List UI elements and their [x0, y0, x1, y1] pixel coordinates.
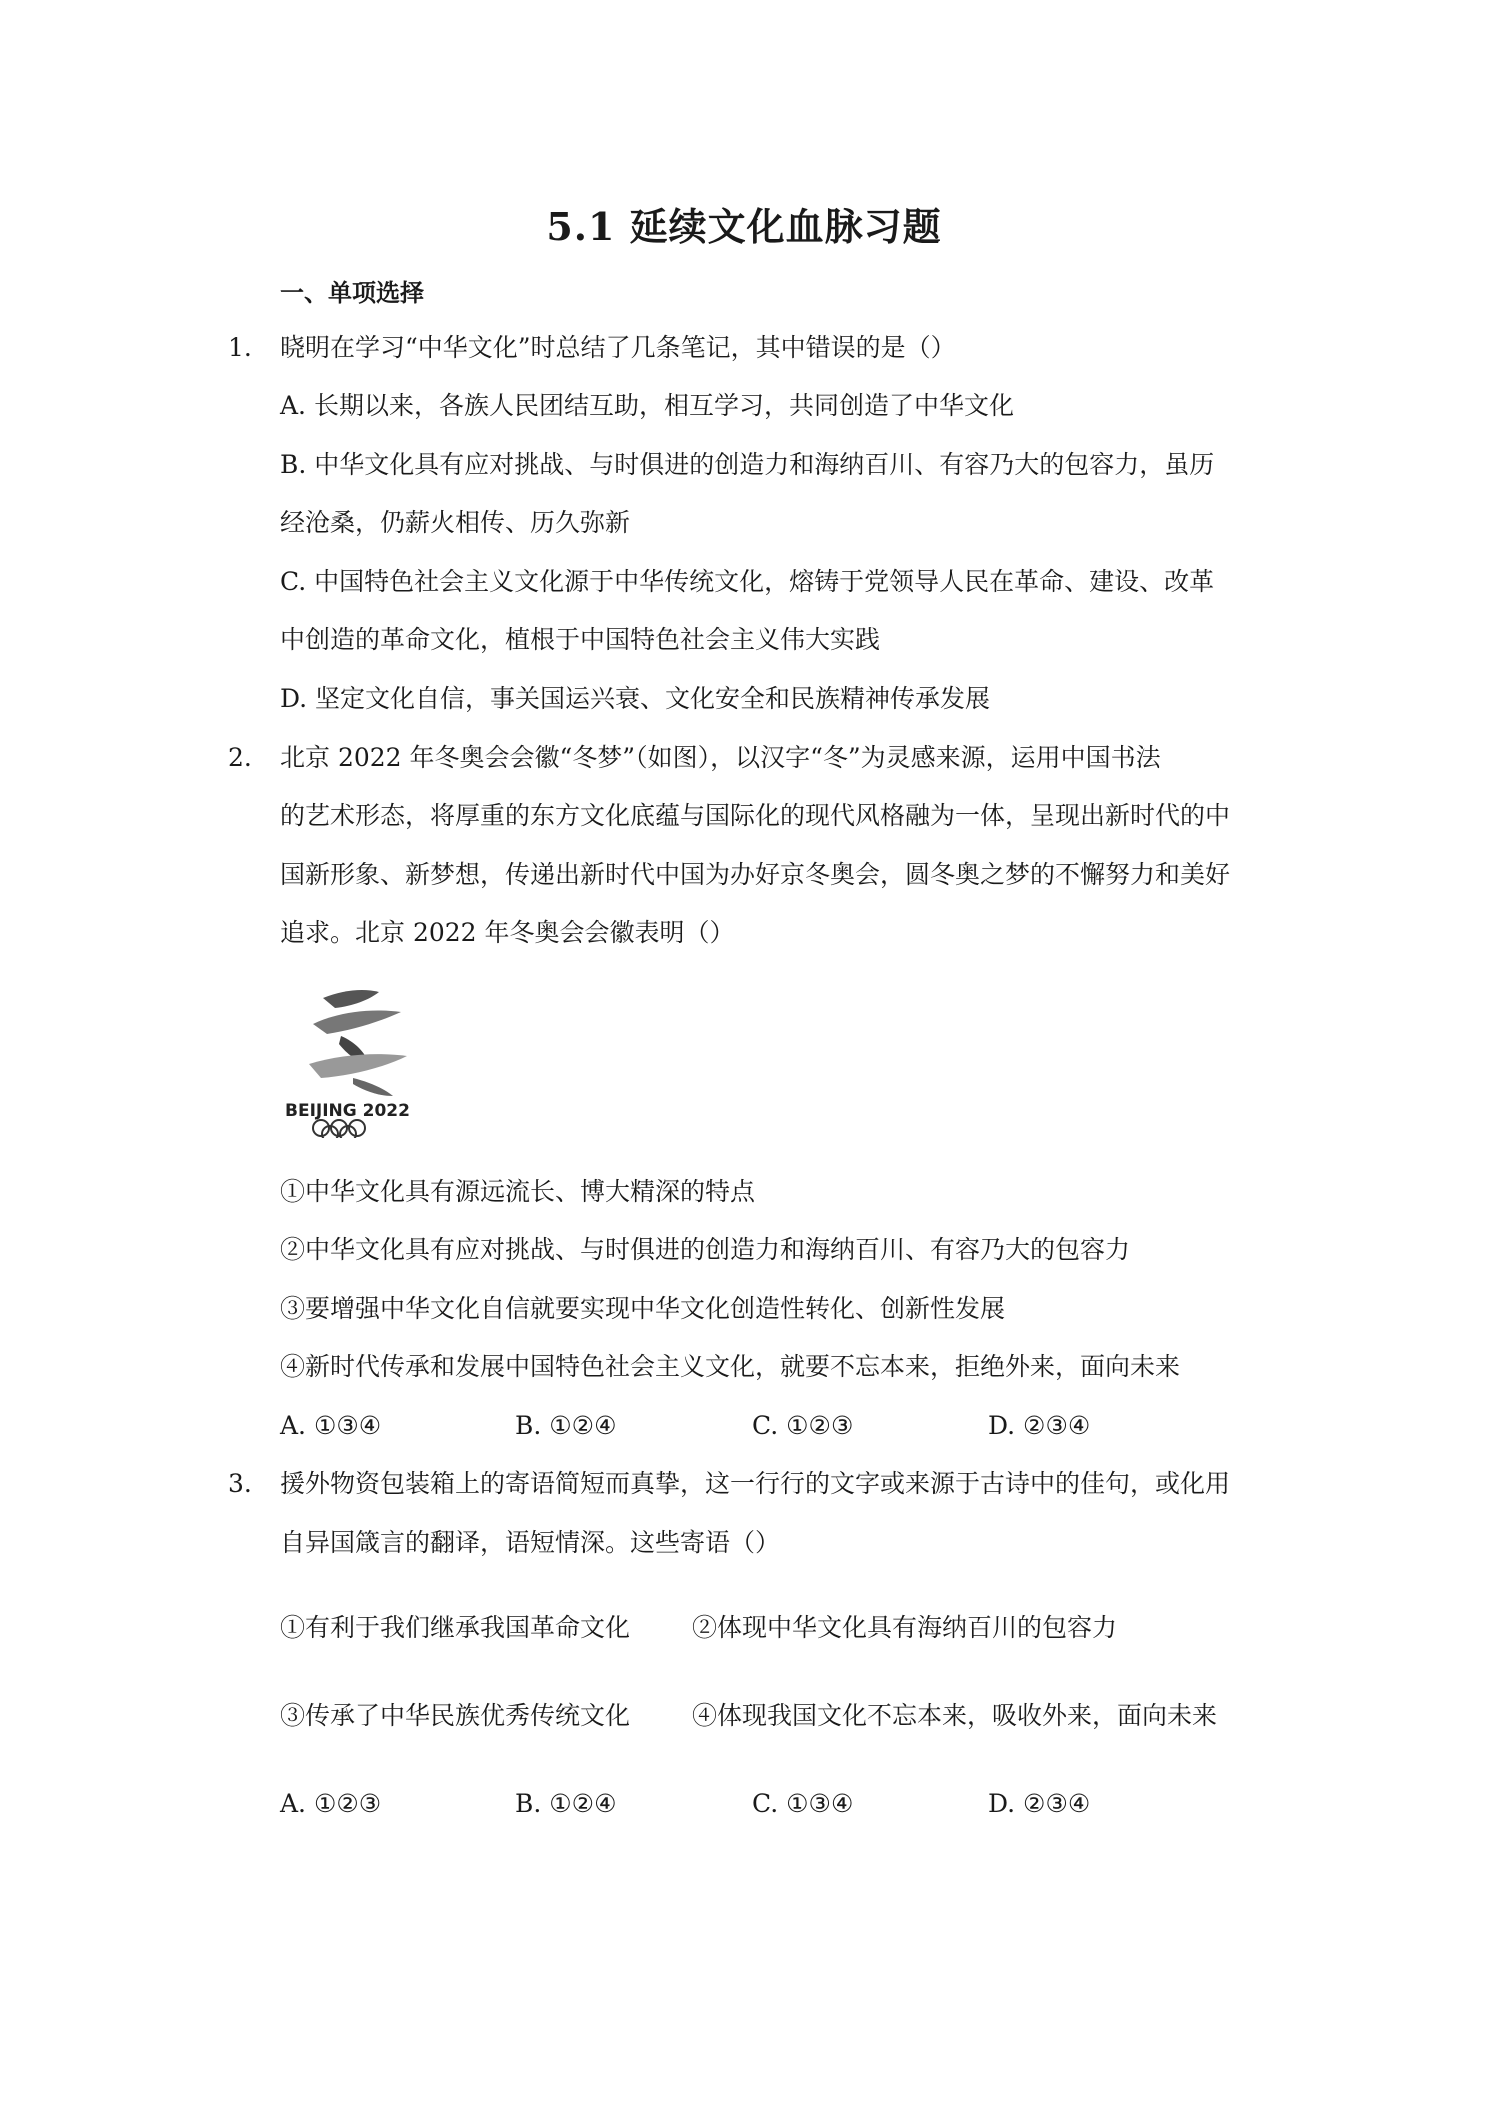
statement-1: ①有利于我们继承我国革命文化: [280, 1613, 631, 1642]
option-a: A. 长期以来，各族人民团结互助，相互学习，共同创造了中华文化: [280, 391, 1014, 420]
option-d: D. 坚定文化自信，事关国运兴衰、文化安全和民族精神传承发展: [280, 684, 991, 713]
emblem-text: BEIJING 2022: [285, 1101, 410, 1121]
document-title: 5.1 延续文化血脉习题: [546, 204, 942, 249]
beijing-2022-emblem-icon: [283, 978, 433, 1138]
choice-c: C. ①②③: [752, 1411, 854, 1440]
question-stem: 北京 2022 年冬奥会会徽“冬梦”（如图），以汉字“冬”为灵感来源，运用中国书法: [280, 743, 1161, 772]
option-c: C. 中国特色社会主义文化源于中华传统文化，熔铸于党领导人民在革命、建设、改革: [280, 567, 1215, 596]
statement-2: ②体现中华文化具有海纳百川的包容力: [692, 1613, 1118, 1642]
question-stem-line: 追求。北京 2022 年冬奥会会徽表明（）: [280, 918, 735, 947]
statement-3: ③传承了中华民族优秀传统文化: [280, 1701, 631, 1730]
statement-1: ①中华文化具有源远流长、博大精深的特点: [280, 1177, 756, 1206]
question-stem-line: 国新形象、新梦想，传递出新时代中国为办好京冬奥会，圆冬奥之梦的不懈努力和美好: [280, 860, 1231, 889]
statement-4: ④新时代传承和发展中国特色社会主义文化，就要不忘本来，拒绝外来，面向未来: [280, 1352, 1181, 1381]
choice-a: A. ①③④: [280, 1411, 382, 1440]
option-b: B. 中华文化具有应对挑战、与时俱进的创造力和海纳百川、有容乃大的包容力，虽历: [280, 450, 1215, 479]
question-stem: 援外物资包装箱上的寄语简短而真挚，这一行行的文字或来源于古诗中的佳句，或化用: [280, 1469, 1231, 1498]
option-b-cont: 经沧桑，仍薪火相传、历久弥新: [280, 508, 631, 537]
question-number: 1.: [228, 333, 252, 362]
question-stem: 晓明在学习“中华文化”时总结了几条笔记，其中错误的是（）: [280, 333, 956, 362]
statement-4: ④体现我国文化不忘本来，吸收外来，面向未来: [692, 1701, 1218, 1730]
choice-a: A. ①②③: [280, 1789, 382, 1818]
choice-d: D. ②③④: [988, 1411, 1091, 1440]
choice-b: B. ①②④: [515, 1411, 617, 1440]
option-c-cont: 中创造的革命文化，植根于中国特色社会主义伟大实践: [280, 625, 881, 654]
question-number: 3.: [228, 1469, 252, 1498]
question-stem-line: 自异国箴言的翻译，语短情深。这些寄语（）: [280, 1528, 781, 1557]
statement-3: ③要增强中华文化自信就要实现中华文化创造性转化、创新性发展: [280, 1294, 1006, 1323]
section-heading: 一、单项选择: [280, 279, 424, 307]
question-stem-line: 的艺术形态，将厚重的东方文化底蕴与国际化的现代风格融为一体，呈现出新时代的中: [280, 801, 1231, 830]
statement-2: ②中华文化具有应对挑战、与时俱进的创造力和海纳百川、有容乃大的包容力: [280, 1235, 1131, 1264]
choice-c: C. ①③④: [752, 1789, 854, 1818]
question-number: 2.: [228, 743, 252, 772]
choice-d: D. ②③④: [988, 1789, 1091, 1818]
choice-b: B. ①②④: [515, 1789, 617, 1818]
